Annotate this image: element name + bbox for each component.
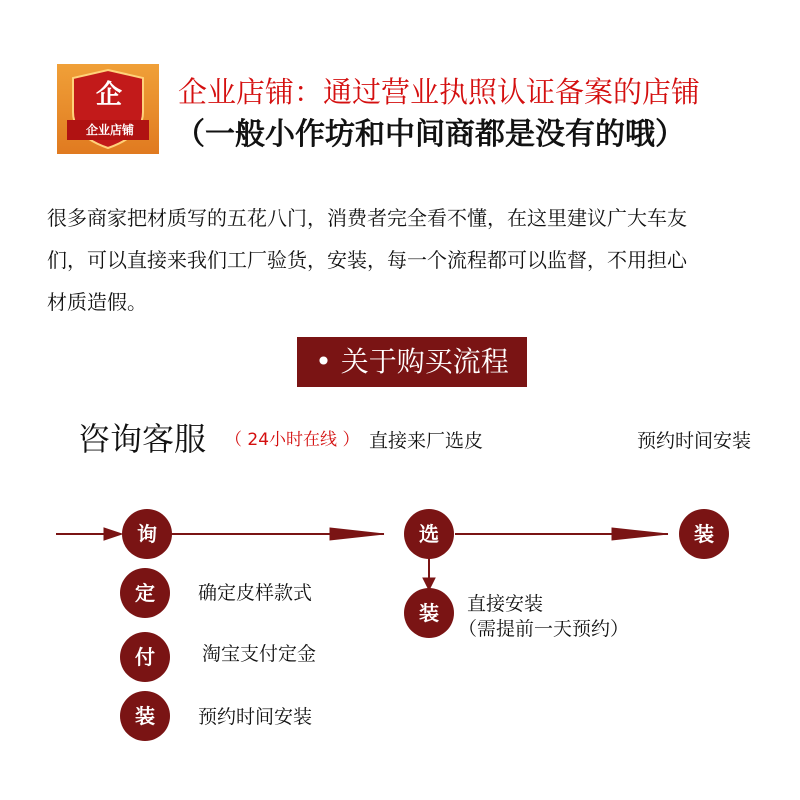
- consult-note: （ 24小时在线 ）: [225, 430, 360, 450]
- step-consult: 询: [122, 509, 172, 559]
- step-select: 选: [404, 509, 454, 559]
- intro-paragraph: [47, 197, 757, 323]
- step-direct-text1: 直接安装: [467, 593, 544, 615]
- enterprise-shop-badge: [57, 64, 159, 154]
- step-pay: 付: [120, 632, 170, 682]
- intro-line: 很多商家把材质写的五花八门，消费者完全看不懂，在这里建议广大车友: [47, 206, 687, 230]
- step-schedule: 装: [120, 691, 170, 741]
- intro-line: 们，可以直接来我们工厂验货，安装，每一个流程都可以监督，不用担心: [47, 248, 687, 272]
- header-line1: 企业店铺：通过营业执照认证备案的店铺: [178, 75, 701, 109]
- intro-line: 材质造假。: [47, 290, 147, 314]
- step-pay-text: 淘宝支付定金: [202, 643, 317, 665]
- step-direct-text2: （需提前一天预约）: [458, 618, 630, 640]
- direct-label: 直接来厂选皮: [369, 430, 484, 452]
- step-confirm-text: 确定皮样款式: [198, 582, 313, 604]
- step-confirm: 定: [120, 568, 170, 618]
- section-title: • 关于购买流程: [297, 337, 527, 387]
- step-schedule-text: 预约时间安装: [198, 706, 313, 728]
- step-install: 装: [679, 509, 729, 559]
- header-line2: （一般小作坊和中间商都是没有的哦）: [175, 117, 685, 152]
- badge-glyph: 企: [95, 80, 122, 110]
- consult-label: 咨询客服: [78, 420, 207, 458]
- flow-arrows: [0, 500, 800, 630]
- badge-label: 企业店铺: [85, 123, 134, 137]
- install-label: 预约时间安装: [637, 430, 752, 452]
- step-direct-install: 装: [404, 588, 454, 638]
